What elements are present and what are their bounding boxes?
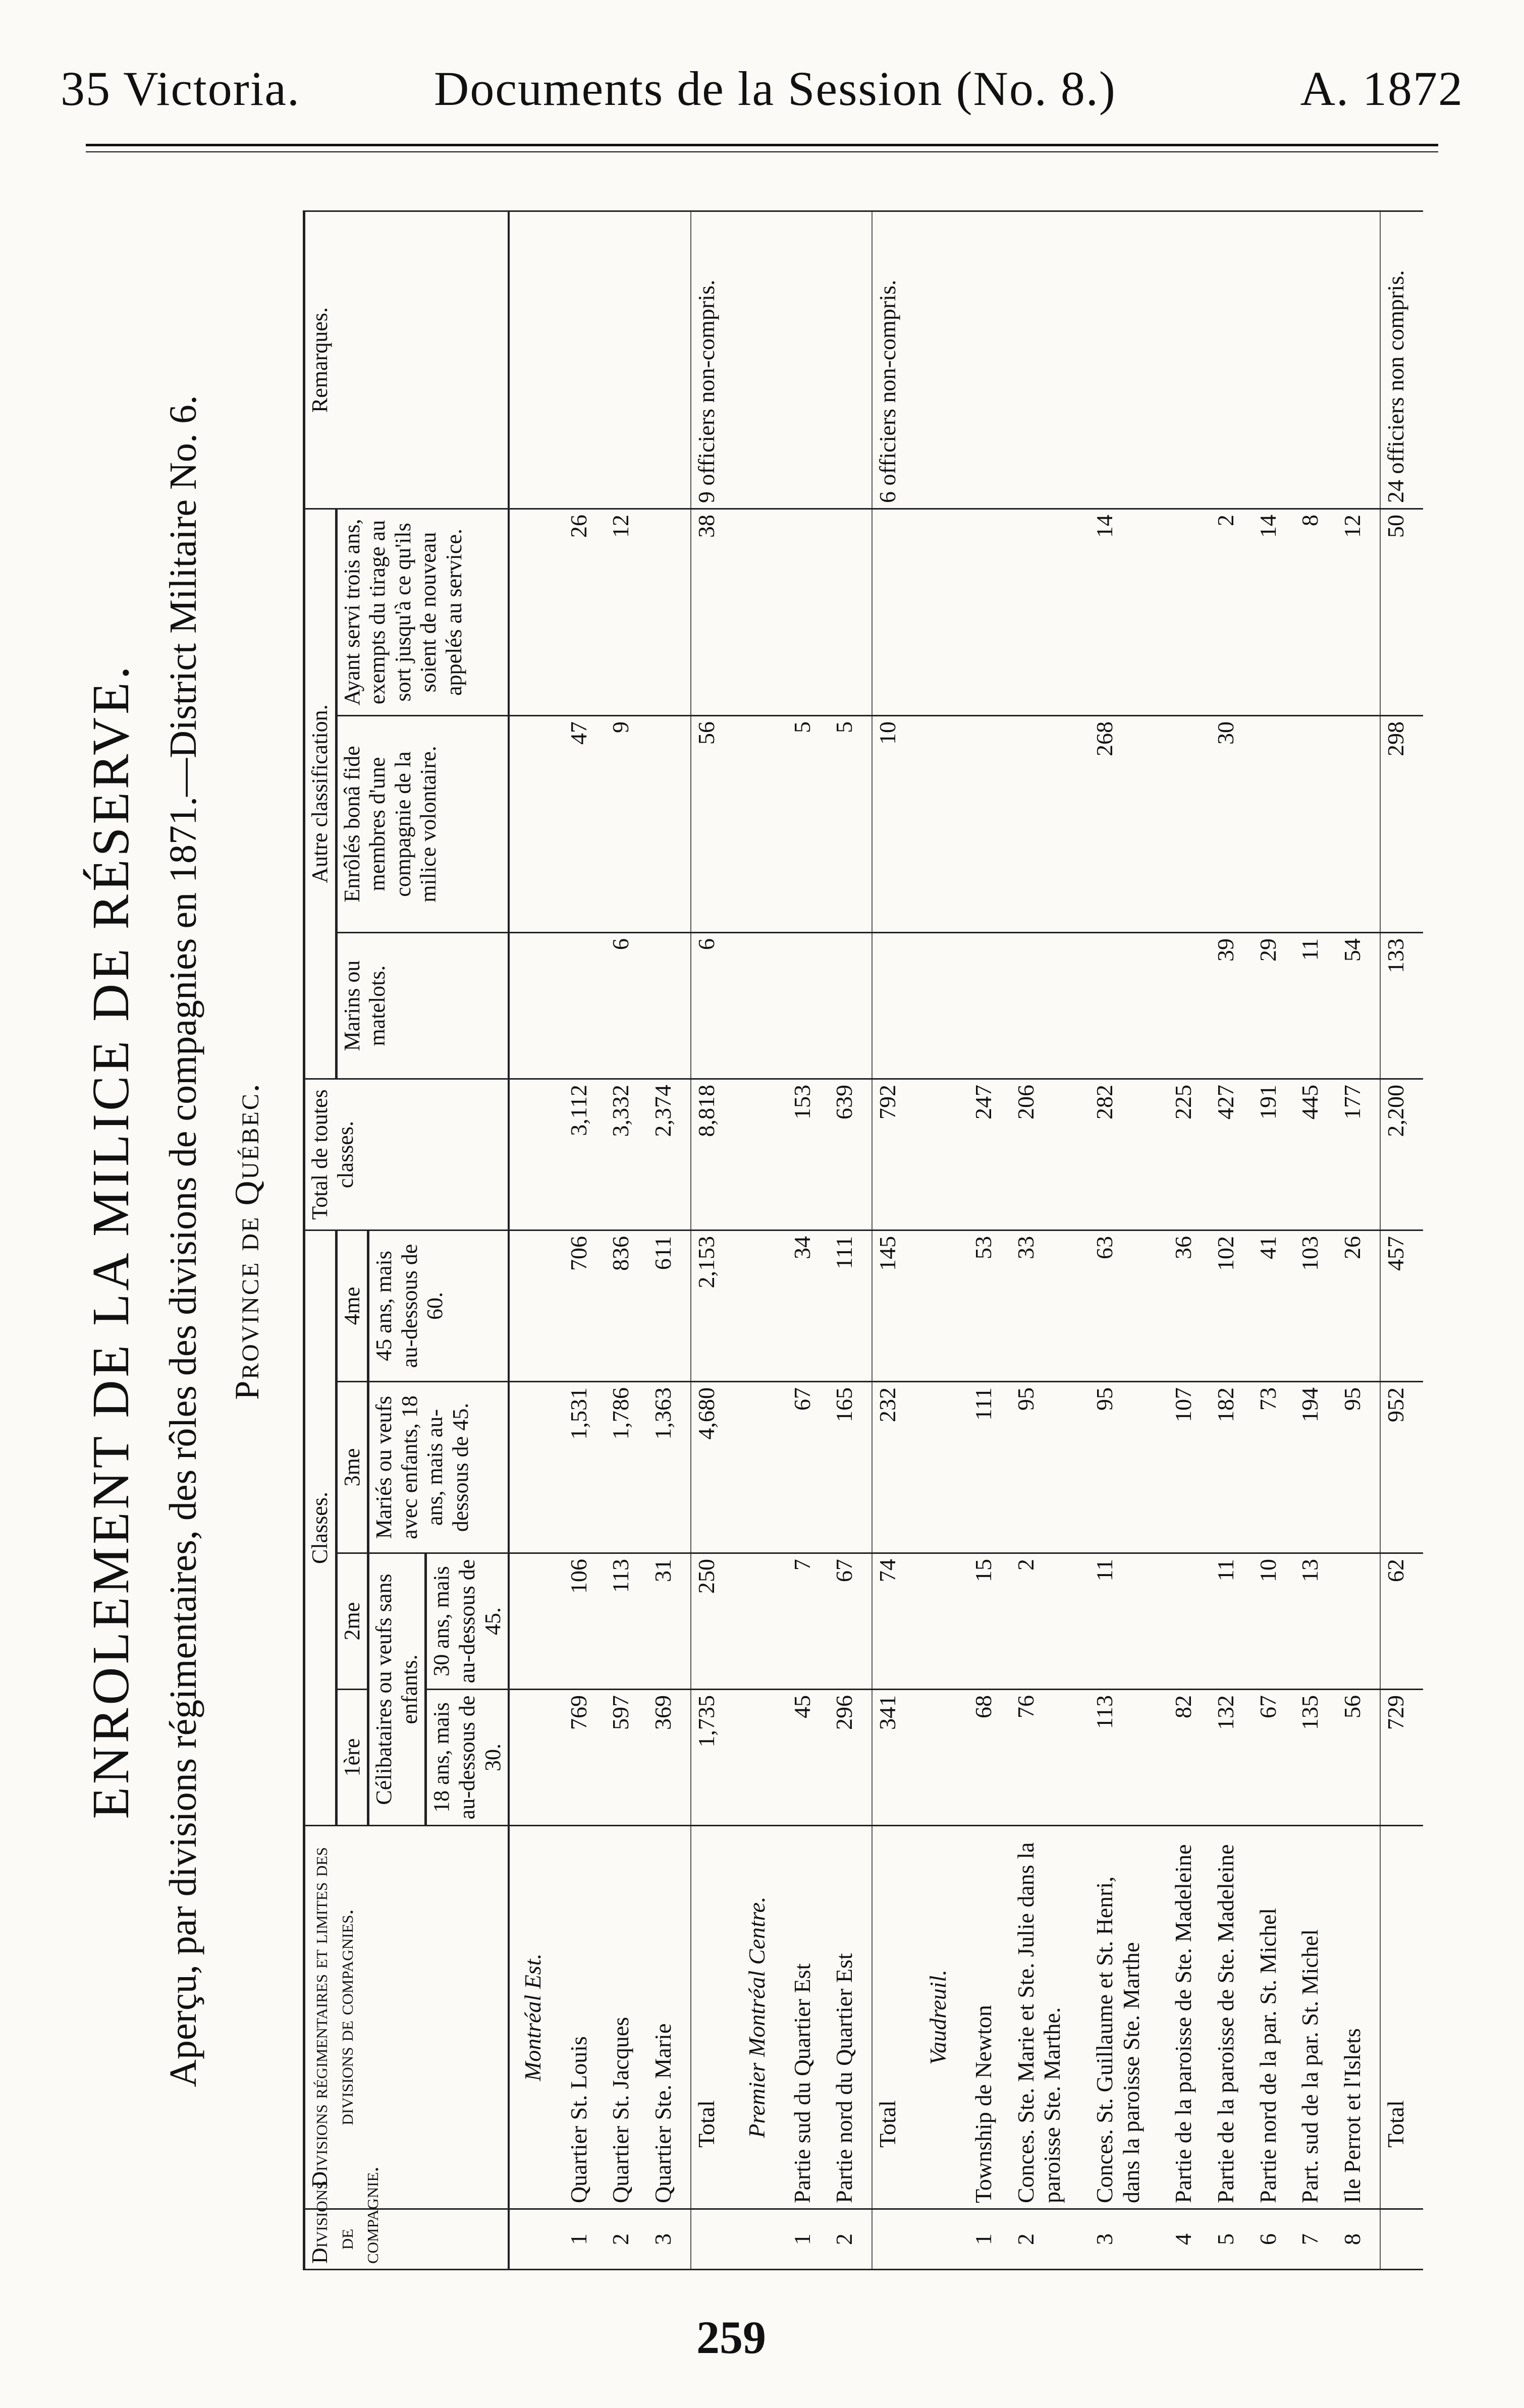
group-name: Montréal Est. bbox=[509, 1826, 563, 2209]
cell-marins bbox=[968, 933, 1011, 1079]
cell-c2: 13 bbox=[1295, 1553, 1337, 1690]
total-c2: 250 bbox=[691, 1553, 734, 1690]
col-header-class-4-desc: 45 ans, mais au-dessous de 60. bbox=[368, 1230, 509, 1382]
group-spacer bbox=[915, 211, 968, 509]
total-spacer bbox=[691, 2209, 734, 2270]
col-header-celibataires: Célibataires ou veufs sans enfants. bbox=[368, 1553, 426, 1826]
total-enroles: 10 bbox=[872, 716, 915, 933]
division-name: Ile Perrot et l'Islets bbox=[1337, 1826, 1380, 2209]
cell-ayant: 26 bbox=[564, 509, 606, 715]
col-header-class-3-desc: Mariés ou veufs avec enfants, 18 ans, mais au-dessous de 45. bbox=[368, 1382, 509, 1553]
group-spacer bbox=[915, 716, 968, 933]
cell-c2: 11 bbox=[1211, 1553, 1253, 1690]
group-spacer bbox=[509, 509, 563, 715]
group-spacer bbox=[509, 1230, 563, 1382]
total-remarques: 6 officiers non-compris. bbox=[872, 211, 915, 509]
cell-c3: 1,531 bbox=[564, 1382, 606, 1553]
row-number: 8 bbox=[1337, 2209, 1380, 2270]
cell-total: 2,374 bbox=[648, 1079, 691, 1230]
cell-marins bbox=[1090, 933, 1168, 1079]
row-number: 3 bbox=[648, 2209, 691, 2270]
cell-c4: 836 bbox=[606, 1230, 648, 1382]
table-row bbox=[1211, 211, 1253, 2269]
total-c2: 74 bbox=[872, 1553, 915, 1690]
cell-marins bbox=[648, 933, 691, 1079]
group-spacer bbox=[509, 211, 563, 509]
total-ayant bbox=[872, 509, 915, 715]
division-name: Partie nord du Quartier Est bbox=[829, 1826, 872, 2209]
cell-marins: 11 bbox=[1295, 933, 1337, 1079]
header-rule-thick bbox=[86, 144, 1438, 146]
total-total: 792 bbox=[872, 1079, 915, 1230]
table-row bbox=[1337, 211, 1380, 2269]
group-name: Vaudreuil. bbox=[915, 1826, 968, 2209]
group-spacer bbox=[509, 1382, 563, 1553]
cell-remarques bbox=[1011, 211, 1090, 509]
total-ayant: 50 bbox=[1380, 509, 1423, 715]
group-spacer bbox=[734, 1382, 787, 1553]
division-name: Conces. Ste. Marie et Ste. Julie dans la paroisse Ste. Marthe. bbox=[1011, 1826, 1090, 2209]
cell-remarques bbox=[1253, 211, 1295, 509]
cell-total: 427 bbox=[1211, 1079, 1253, 1230]
cell-total: 282 bbox=[1090, 1079, 1168, 1230]
cell-enroles bbox=[1295, 716, 1337, 933]
group-heading-row bbox=[915, 211, 968, 2269]
cell-total: 247 bbox=[968, 1079, 1011, 1230]
cell-c3: 95 bbox=[1337, 1382, 1380, 1553]
total-label: Total bbox=[1380, 1826, 1423, 2209]
row-number: 7 bbox=[1295, 2209, 1337, 2270]
col-header-division-compagnie: Divisions de compagnie. bbox=[304, 2209, 509, 2270]
group-spacer bbox=[915, 1230, 968, 1382]
group-spacer bbox=[734, 2209, 787, 2270]
cell-ayant bbox=[1011, 509, 1090, 715]
table-body bbox=[509, 211, 1423, 2269]
cell-enroles: 47 bbox=[564, 716, 606, 933]
cell-marins bbox=[829, 933, 872, 1079]
total-c2: 62 bbox=[1380, 1553, 1423, 1690]
total-marins: 6 bbox=[691, 933, 734, 1079]
header-rule-thin bbox=[86, 151, 1438, 152]
cell-remarques bbox=[787, 211, 830, 509]
cell-total: 153 bbox=[787, 1079, 830, 1230]
cell-enroles: 5 bbox=[829, 716, 872, 933]
total-row bbox=[872, 211, 915, 2269]
cell-c3: 182 bbox=[1211, 1382, 1253, 1553]
group-spacer bbox=[509, 933, 563, 1079]
page-subtitle: Aperçu, par divisions régimentaires, des rôles des divisions de compagnies en 1871.—District Militaire No. 6. bbox=[162, 395, 204, 2087]
col-header-class-1: 1ère bbox=[336, 1690, 368, 1826]
cell-remarques bbox=[1337, 211, 1380, 509]
cell-marins bbox=[787, 933, 830, 1079]
cell-c2: 67 bbox=[829, 1553, 872, 1690]
total-c1: 729 bbox=[1380, 1690, 1423, 1826]
total-c3: 952 bbox=[1380, 1382, 1423, 1553]
cell-ayant: 12 bbox=[1337, 509, 1380, 715]
group-spacer bbox=[509, 716, 563, 933]
total-remarques: 24 officiers non compris. bbox=[1380, 211, 1423, 509]
group-spacer bbox=[734, 1230, 787, 1382]
cell-c3: 165 bbox=[829, 1382, 872, 1553]
total-row bbox=[691, 211, 734, 2269]
cell-total: 206 bbox=[1011, 1079, 1090, 1230]
header-session-year: 35 Victoria. bbox=[61, 62, 301, 116]
cell-ayant bbox=[1168, 509, 1211, 715]
col-header-classes: Classes. bbox=[304, 1230, 337, 1826]
row-number: 1 bbox=[564, 2209, 606, 2270]
cell-c2 bbox=[1337, 1553, 1380, 1690]
group-spacer bbox=[509, 1079, 563, 1230]
group-spacer bbox=[915, 509, 968, 715]
cell-c3: 111 bbox=[968, 1382, 1011, 1553]
cell-enroles bbox=[648, 716, 691, 933]
group-spacer bbox=[734, 1079, 787, 1230]
cell-ayant: 14 bbox=[1253, 509, 1295, 715]
cell-enroles: 9 bbox=[606, 716, 648, 933]
total-marins bbox=[872, 933, 915, 1079]
cell-c1: 597 bbox=[606, 1690, 648, 1826]
division-name: Partie de la paroisse de Ste. Madeleine bbox=[1211, 1826, 1253, 2209]
cell-remarques bbox=[829, 211, 872, 509]
table-row bbox=[1011, 211, 1090, 2269]
cell-c1: 132 bbox=[1211, 1690, 1253, 1826]
total-enroles: 298 bbox=[1380, 716, 1423, 933]
total-total: 8,818 bbox=[691, 1079, 734, 1230]
col-header-autre-classification: Autre classification. bbox=[304, 509, 337, 1079]
cell-c1: 45 bbox=[787, 1690, 830, 1826]
cell-c2: 7 bbox=[787, 1553, 830, 1690]
division-name: Part. sud de la par. St. Michel bbox=[1295, 1826, 1337, 2209]
table-row bbox=[1168, 211, 1211, 2269]
division-name: Township de Newton bbox=[968, 1826, 1011, 2209]
cell-c3: 1,363 bbox=[648, 1382, 691, 1553]
cell-ayant bbox=[968, 509, 1011, 715]
cell-total: 177 bbox=[1337, 1079, 1380, 1230]
col-header-enroles: Enrôlés bonâ fide membres d'une compagnie de la milice volontaire. bbox=[336, 716, 509, 933]
row-number: 3 bbox=[1090, 2209, 1168, 2270]
cell-c3: 1,786 bbox=[606, 1382, 648, 1553]
total-label: Total bbox=[691, 1826, 734, 2209]
cell-c3: 67 bbox=[787, 1382, 830, 1553]
cell-c2: 106 bbox=[564, 1553, 606, 1690]
table-row bbox=[1090, 211, 1168, 2269]
total-remarques: 9 officiers non-compris. bbox=[691, 211, 734, 509]
cell-c2: 11 bbox=[1090, 1553, 1168, 1690]
group-name: Premier Montréal Centre. bbox=[734, 1826, 787, 2209]
group-spacer bbox=[509, 2209, 563, 2270]
division-name: Partie sud du Quartier Est bbox=[787, 1826, 830, 2209]
cell-marins bbox=[1168, 933, 1211, 1079]
col-header-ayant-servi: Ayant servi trois ans, exempts du tirage au sort jusqu'à ce qu'ils soient de nouveau appelés au service. bbox=[336, 509, 509, 715]
cell-c4: 103 bbox=[1295, 1230, 1337, 1382]
header-document-title: Documents de la Session (No. 8.) bbox=[434, 62, 1116, 116]
group-heading-row bbox=[734, 211, 787, 2269]
cell-c1: 369 bbox=[648, 1690, 691, 1826]
cell-c2: 2 bbox=[1011, 1553, 1090, 1690]
cell-remarques bbox=[1090, 211, 1168, 509]
group-spacer bbox=[915, 933, 968, 1079]
cell-ayant bbox=[648, 509, 691, 715]
cell-total: 191 bbox=[1253, 1079, 1295, 1230]
row-number: 5 bbox=[1211, 2209, 1253, 2270]
division-name: Quartier Ste. Marie bbox=[648, 1826, 691, 2209]
total-c1: 1,735 bbox=[691, 1690, 734, 1826]
table-row bbox=[829, 211, 872, 2269]
total-marins: 133 bbox=[1380, 933, 1423, 1079]
cell-c2: 113 bbox=[606, 1553, 648, 1690]
col-header-class-2-desc: 30 ans, mais au-dessous de 45. bbox=[426, 1553, 509, 1690]
cell-enroles bbox=[1337, 716, 1380, 933]
group-spacer bbox=[734, 1553, 787, 1690]
cell-ayant bbox=[829, 509, 872, 715]
col-header-class-3: 3me bbox=[336, 1382, 368, 1553]
cell-marins: 39 bbox=[1211, 933, 1253, 1079]
group-spacer bbox=[915, 1382, 968, 1553]
group-spacer bbox=[915, 1690, 968, 1826]
row-number: 2 bbox=[829, 2209, 872, 2270]
cell-marins: 29 bbox=[1253, 933, 1295, 1079]
cell-c4: 36 bbox=[1168, 1230, 1211, 1382]
cell-remarques bbox=[648, 211, 691, 509]
group-spacer bbox=[509, 1690, 563, 1826]
total-ayant: 38 bbox=[691, 509, 734, 715]
row-number: 4 bbox=[1168, 2209, 1211, 2270]
cell-c2 bbox=[1168, 1553, 1211, 1690]
cell-c3: 194 bbox=[1295, 1382, 1337, 1553]
cell-c4: 63 bbox=[1090, 1230, 1168, 1382]
cell-remarques bbox=[606, 211, 648, 509]
cell-ayant bbox=[787, 509, 830, 715]
cell-c1: 113 bbox=[1090, 1690, 1168, 1826]
total-total: 2,200 bbox=[1380, 1079, 1423, 1230]
total-c4: 2,153 bbox=[691, 1230, 734, 1382]
cell-c2: 15 bbox=[968, 1553, 1011, 1690]
cell-marins bbox=[1011, 933, 1090, 1079]
total-spacer bbox=[1380, 2209, 1423, 2270]
cell-c4: 111 bbox=[829, 1230, 872, 1382]
cell-c3: 73 bbox=[1253, 1382, 1295, 1553]
cell-total: 445 bbox=[1295, 1079, 1337, 1230]
col-header-marins: Marins ou matelots. bbox=[336, 933, 509, 1079]
page-number: 259 bbox=[696, 2312, 766, 2363]
total-c4: 457 bbox=[1380, 1230, 1423, 1382]
division-name: Partie de la paroisse de Ste. Madeleine bbox=[1168, 1826, 1211, 2209]
militia-enrolment-table bbox=[303, 210, 1423, 2270]
cell-total: 225 bbox=[1168, 1079, 1211, 1230]
cell-c3: 95 bbox=[1011, 1382, 1090, 1553]
cell-enroles bbox=[1168, 716, 1211, 933]
table-row bbox=[1295, 211, 1337, 2269]
cell-c1: 769 bbox=[564, 1690, 606, 1826]
group-spacer bbox=[734, 1690, 787, 1826]
table-row bbox=[1253, 211, 1295, 2269]
col-header-total: Total de toutes classes. bbox=[304, 1079, 509, 1230]
group-spacer bbox=[915, 1553, 968, 1690]
cell-c3: 95 bbox=[1090, 1382, 1168, 1553]
cell-ayant: 8 bbox=[1295, 509, 1337, 715]
group-spacer bbox=[734, 716, 787, 933]
cell-c2: 10 bbox=[1253, 1553, 1295, 1690]
cell-c1: 296 bbox=[829, 1690, 872, 1826]
cell-c4: 33 bbox=[1011, 1230, 1090, 1382]
group-spacer bbox=[915, 1079, 968, 1230]
col-header-divisions: Divisions régimentaires et limites des divisions de compagnies. bbox=[304, 1826, 509, 2209]
group-spacer bbox=[509, 1553, 563, 1690]
total-row bbox=[1380, 211, 1423, 2269]
page-title: ENROLEMENT DE LA MILICE DE RÉSERVE. bbox=[82, 663, 140, 1819]
province-heading: Province de Québec. bbox=[228, 1082, 266, 1400]
row-number: 6 bbox=[1253, 2209, 1295, 2270]
total-enroles: 56 bbox=[691, 716, 734, 933]
cell-marins: 54 bbox=[1337, 933, 1380, 1079]
cell-c1: 67 bbox=[1253, 1690, 1295, 1826]
cell-ayant: 12 bbox=[606, 509, 648, 715]
cell-marins: 6 bbox=[606, 933, 648, 1079]
total-label: Total bbox=[872, 1826, 915, 2209]
group-spacer bbox=[734, 933, 787, 1079]
cell-c1: 56 bbox=[1337, 1690, 1380, 1826]
row-number: 1 bbox=[968, 2209, 1011, 2270]
cell-remarques bbox=[968, 211, 1011, 509]
division-name: Partie nord de la par. St. Michel bbox=[1253, 1826, 1295, 2209]
cell-c1: 76 bbox=[1011, 1690, 1090, 1826]
table-row bbox=[787, 211, 830, 2269]
cell-c1: 135 bbox=[1295, 1690, 1337, 1826]
cell-enroles: 268 bbox=[1090, 716, 1168, 933]
col-header-class-2: 2me bbox=[336, 1553, 368, 1690]
cell-remarques bbox=[1168, 211, 1211, 509]
cell-marins bbox=[564, 933, 606, 1079]
group-spacer bbox=[734, 211, 787, 509]
cell-remarques bbox=[1295, 211, 1337, 509]
cell-c2: 31 bbox=[648, 1553, 691, 1690]
group-heading-row bbox=[509, 211, 563, 2269]
group-spacer bbox=[734, 509, 787, 715]
cell-enroles bbox=[1011, 716, 1090, 933]
cell-ayant: 2 bbox=[1211, 509, 1253, 715]
cell-c4: 611 bbox=[648, 1230, 691, 1382]
cell-enroles: 5 bbox=[787, 716, 830, 933]
cell-c3: 107 bbox=[1168, 1382, 1211, 1553]
cell-c4: 41 bbox=[1253, 1230, 1295, 1382]
cell-ayant: 14 bbox=[1090, 509, 1168, 715]
total-c3: 4,680 bbox=[691, 1382, 734, 1553]
cell-c1: 82 bbox=[1168, 1690, 1211, 1826]
rotated-table-page bbox=[81, 212, 1443, 2270]
cell-total: 3,112 bbox=[564, 1079, 606, 1230]
cell-remarques bbox=[1211, 211, 1253, 509]
row-number: 2 bbox=[1011, 2209, 1090, 2270]
division-name: Conces. St. Guillaume et St. Henri, dans la paroisse Ste. Marthe bbox=[1090, 1826, 1168, 2209]
division-name: Quartier St. Jacques bbox=[606, 1826, 648, 2209]
total-c1: 341 bbox=[872, 1690, 915, 1826]
cell-c4: 34 bbox=[787, 1230, 830, 1382]
cell-enroles: 30 bbox=[1211, 716, 1253, 933]
table-row bbox=[606, 211, 648, 2269]
total-spacer bbox=[872, 2209, 915, 2270]
cell-c4: 53 bbox=[968, 1230, 1011, 1382]
total-c4: 145 bbox=[872, 1230, 915, 1382]
cell-c1: 68 bbox=[968, 1690, 1011, 1826]
col-header-class-1-desc: 18 ans, mais au-dessous de 30. bbox=[426, 1690, 509, 1826]
header-year: A. 1872 bbox=[1300, 62, 1463, 116]
col-header-remarques: Remarques. bbox=[304, 211, 509, 509]
row-number: 2 bbox=[606, 2209, 648, 2270]
cell-enroles bbox=[968, 716, 1011, 933]
group-spacer bbox=[915, 2209, 968, 2270]
cell-enroles bbox=[1253, 716, 1295, 933]
table-row bbox=[564, 211, 606, 2269]
cell-total: 639 bbox=[829, 1079, 872, 1230]
cell-c4: 26 bbox=[1337, 1230, 1380, 1382]
cell-remarques bbox=[564, 211, 606, 509]
col-header-class-4: 4me bbox=[336, 1230, 368, 1382]
division-name: Quartier St. Louis bbox=[564, 1826, 606, 2209]
cell-c4: 706 bbox=[564, 1230, 606, 1382]
cell-c4: 102 bbox=[1211, 1230, 1253, 1382]
cell-total: 3,332 bbox=[606, 1079, 648, 1230]
total-c3: 232 bbox=[872, 1382, 915, 1553]
table-row bbox=[968, 211, 1011, 2269]
row-number: 1 bbox=[787, 2209, 830, 2270]
table-row bbox=[648, 211, 691, 2269]
